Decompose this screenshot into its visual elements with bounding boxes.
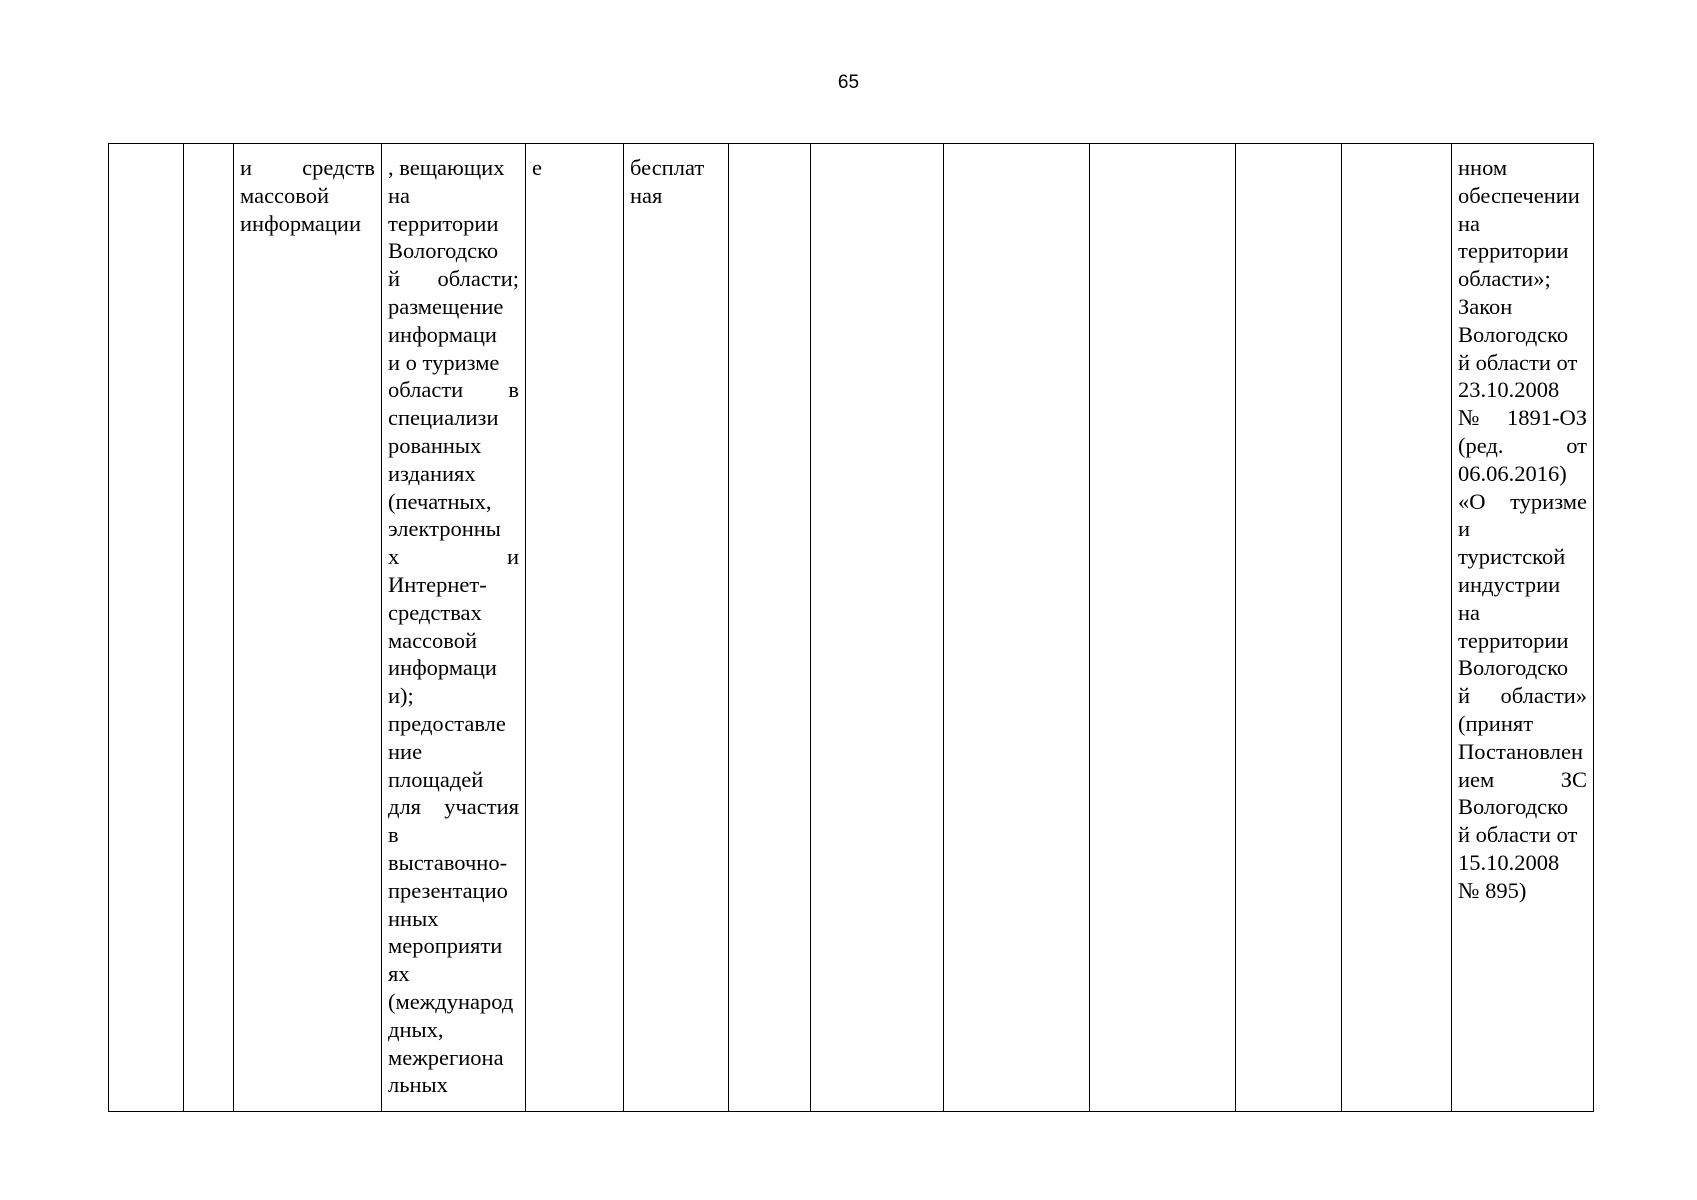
table-cell-c2: [184, 144, 234, 1112]
cell-line: [388, 182, 519, 210]
cell-text: специализи: [388, 405, 499, 431]
cell-line: [1458, 376, 1587, 404]
cell-line: [1458, 599, 1587, 627]
cell-line: [240, 210, 375, 238]
cell-line: [388, 293, 519, 321]
cell-text: массовой: [240, 182, 330, 208]
cell-line: [388, 1071, 519, 1099]
cell-line: [630, 182, 722, 210]
cell-line: [1458, 432, 1587, 460]
cell-text: участия: [444, 794, 519, 820]
cell-text: льных: [388, 1072, 448, 1098]
table-cell-c7: [729, 144, 811, 1112]
cell-text: массовой: [388, 627, 478, 653]
cell-line: [388, 488, 519, 516]
cell-line: [1458, 682, 1587, 710]
cell-text: в: [388, 822, 399, 848]
cell-text: й области от: [1458, 349, 1578, 375]
cell-line: [240, 154, 375, 182]
cell-line: [388, 738, 519, 766]
cell-text: электронны: [388, 516, 501, 542]
cell-line: [1458, 821, 1587, 849]
cell-text: 23.10.2008: [1458, 377, 1560, 403]
cell-text: й области от: [1458, 822, 1578, 848]
table-cell-c9: [944, 144, 1090, 1112]
table-cell-c5: [526, 144, 624, 1112]
cell-text: бесплат: [630, 155, 705, 180]
cell-text: территории: [1458, 627, 1569, 653]
cell-text: й: [1458, 683, 1471, 709]
cell-line: [388, 515, 519, 543]
cell-line: [388, 599, 519, 627]
page-number: 65: [837, 72, 860, 93]
cell-text: 06.06.2016): [1458, 460, 1567, 486]
cell-text: и о туризме: [388, 349, 500, 375]
cell-text: средствах: [388, 599, 482, 625]
cell-line: [388, 988, 519, 1016]
cell-text: Вологодско: [1458, 794, 1569, 820]
cell-line: [388, 571, 519, 599]
cell-text: мероприяти: [388, 933, 503, 959]
cell-line: [388, 710, 519, 738]
cell-text: , вещающих: [388, 155, 505, 180]
cell-text: туризме: [1510, 488, 1587, 514]
cell-line: [388, 265, 519, 293]
cell-text: ние: [388, 738, 423, 764]
table-cell-c3: [234, 144, 382, 1112]
cell-text: обеспечении: [1458, 182, 1580, 208]
cell-line: [388, 627, 519, 655]
cell-text: площадей: [388, 766, 484, 792]
cell-line: [1458, 321, 1587, 349]
cell-text: выставочно-: [388, 849, 508, 875]
cell-line: [388, 237, 519, 265]
cell-text: информаци: [388, 321, 497, 347]
cell-line: [240, 182, 375, 210]
cell-line: [1458, 404, 1587, 432]
cell-line: [388, 154, 519, 182]
cell-text: нных: [388, 905, 439, 931]
cell-line: [388, 376, 519, 404]
cell-text: и: [240, 155, 253, 180]
cell-text: (принят: [1458, 710, 1534, 736]
cell-line: [388, 905, 519, 933]
table-cell-c10: [1090, 144, 1236, 1112]
table-cell-c1: [109, 144, 184, 1112]
cell-text: индустрии: [1458, 571, 1561, 597]
cell-line: [1458, 710, 1587, 738]
cell-line: [388, 793, 519, 821]
cell-line: [388, 849, 519, 877]
cell-line: [388, 877, 519, 905]
cell-line: [1458, 793, 1587, 821]
cell-text: территории: [388, 210, 499, 236]
cell-text: дных,: [388, 1016, 444, 1042]
cell-text: туристской: [1458, 544, 1566, 570]
cell-text: «О: [1458, 488, 1486, 514]
table-cell-c11: [1236, 144, 1342, 1112]
cell-line: [532, 154, 617, 182]
cell-line: [388, 349, 519, 377]
cell-line: [388, 821, 519, 849]
cell-line: [1458, 627, 1587, 655]
table-cell-c12: [1342, 144, 1452, 1112]
cell-line: [388, 404, 519, 432]
cell-line: [388, 321, 519, 349]
cell-line: [388, 543, 519, 571]
cell-text: Вологодско: [1458, 655, 1569, 681]
cell-text: № 895): [1458, 877, 1527, 903]
cell-line: [388, 682, 519, 710]
cell-line: [388, 932, 519, 960]
cell-line: [1458, 265, 1587, 293]
cell-line: [1458, 654, 1587, 682]
cell-text: средств: [302, 155, 375, 180]
cell-text: Интернет-: [388, 571, 487, 597]
cell-line: [1458, 877, 1587, 905]
cell-line: [388, 210, 519, 238]
cell-text: для: [388, 794, 422, 820]
cell-text: области»: [1500, 683, 1587, 709]
cell-text: информаци: [388, 655, 497, 681]
cell-text: в: [508, 377, 519, 403]
cell-line: [1458, 182, 1587, 210]
cell-text: Вологодско: [388, 238, 499, 264]
table-cell-c4: [382, 144, 526, 1112]
cell-text: на: [1458, 599, 1481, 625]
table-cell-c6: [624, 144, 729, 1112]
cell-line: [1458, 349, 1587, 377]
cell-text: межрегиона: [388, 1044, 504, 1070]
cell-text: области»;: [1458, 266, 1551, 292]
cell-text: й: [388, 266, 401, 292]
cell-text: и);: [388, 683, 414, 709]
cell-text: предоставле: [388, 710, 506, 736]
cell-line: [388, 432, 519, 460]
cell-line: [388, 960, 519, 988]
cell-text: (международ: [388, 988, 514, 1014]
cell-line: [388, 1044, 519, 1072]
cell-line: [1458, 210, 1587, 238]
cell-line: [1458, 154, 1587, 182]
cell-text: х: [388, 544, 400, 570]
cell-text: области: [388, 377, 464, 403]
cell-text: на: [1458, 210, 1481, 236]
cell-text: презентацио: [388, 877, 508, 903]
table-cell-c13: [1452, 144, 1594, 1112]
cell-text: е: [532, 155, 542, 180]
cell-text: №: [1458, 405, 1480, 431]
cell-text: и: [1458, 516, 1471, 542]
document-table: [108, 143, 1594, 1112]
cell-line: [1458, 237, 1587, 265]
cell-line: [1458, 488, 1587, 516]
cell-text: 1891-ОЗ: [1506, 405, 1587, 431]
cell-line: [1458, 515, 1587, 543]
cell-text: Постановлен: [1458, 738, 1584, 764]
cell-text: ЗС: [1560, 766, 1587, 792]
cell-line: [388, 654, 519, 682]
cell-line: [1458, 738, 1587, 766]
table-row: [109, 144, 1594, 1112]
cell-line: [1458, 571, 1587, 599]
cell-text: 15.10.2008: [1458, 849, 1560, 875]
cell-text: (ред.: [1458, 432, 1504, 458]
cell-text: и: [506, 544, 519, 570]
cell-text: изданиях: [388, 460, 476, 486]
cell-text: от: [1566, 432, 1587, 458]
cell-text: ием: [1458, 766, 1495, 792]
cell-line: [388, 1016, 519, 1044]
cell-text: рованных: [388, 432, 482, 458]
cell-text: Вологодско: [1458, 321, 1569, 347]
cell-text: информации: [240, 210, 362, 236]
cell-text: (печатных,: [388, 488, 492, 514]
cell-line: [630, 154, 722, 182]
cell-line: [1458, 849, 1587, 877]
cell-text: Закон: [1458, 293, 1513, 319]
cell-line: [388, 766, 519, 794]
cell-text: территории: [1458, 238, 1569, 264]
cell-line: [1458, 543, 1587, 571]
cell-text: области;: [437, 266, 519, 292]
cell-line: [1458, 766, 1587, 794]
cell-line: [1458, 460, 1587, 488]
cell-line: [388, 460, 519, 488]
cell-text: размещение: [388, 293, 504, 319]
cell-text: ная: [630, 182, 663, 208]
cell-line: [1458, 293, 1587, 321]
table-cell-c8: [811, 144, 944, 1112]
cell-text: ях: [388, 961, 410, 987]
cell-text: нном: [1458, 155, 1508, 180]
cell-text: на: [388, 182, 411, 208]
